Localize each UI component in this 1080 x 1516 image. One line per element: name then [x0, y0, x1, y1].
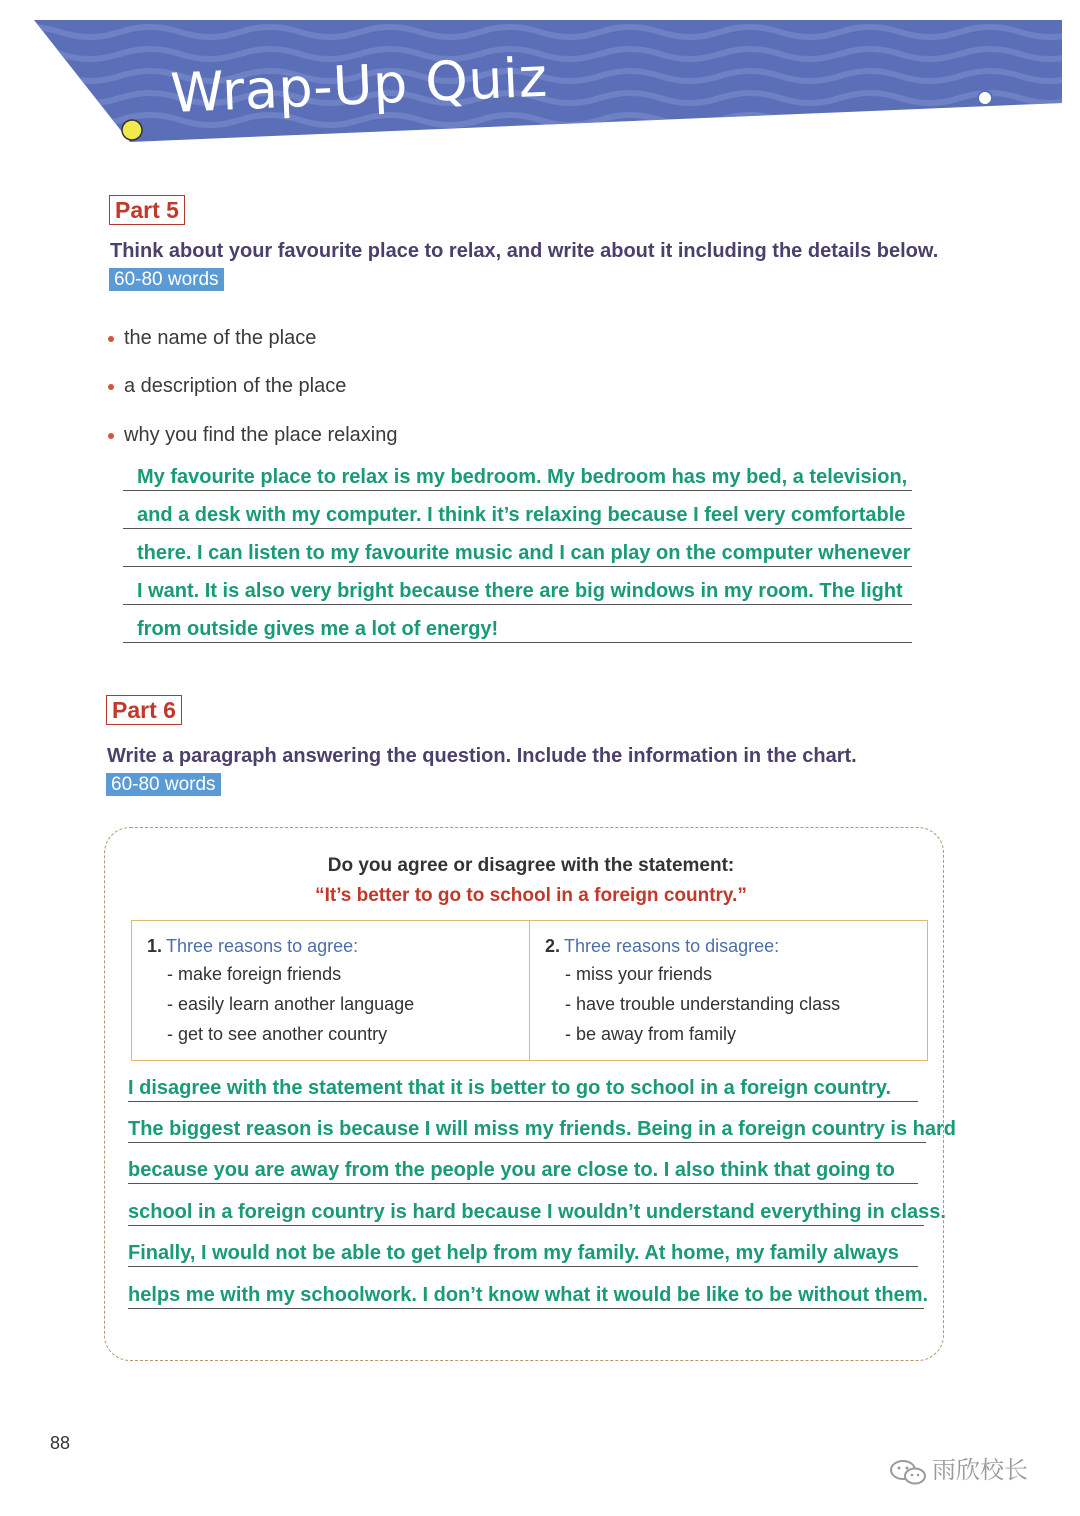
- part5-answer-line: and a desk with my computer. I think it’s relaxing because I feel very comfortable: [123, 502, 912, 529]
- bullet-dot-icon: [108, 384, 114, 390]
- disagree-heading: 2. Three reasons to disagree:: [545, 936, 780, 956]
- part6-answer-line: school in a foreign country is hard because I wouldn’t understand everything in class.: [128, 1199, 924, 1226]
- agree-column: [132, 921, 529, 1060]
- part5-bullet: the name of the place: [108, 327, 316, 350]
- page-number: 88: [50, 1433, 71, 1453]
- part6-answer-line: The biggest reason is because I will miss my friends. Being in a foreign country is hard: [128, 1116, 926, 1143]
- reasons-chart: [131, 920, 928, 1061]
- part5-answer-line: from outside gives me a lot of energy!: [123, 616, 912, 643]
- disagree-reason: - be away from family: [565, 1024, 737, 1044]
- part6-answer-line: I disagree with the statement that it is better to go to school in a foreign country.: [128, 1075, 918, 1102]
- part5-answer-line: there. I can listen to my favourite music and I can play on the computer whenever: [123, 540, 912, 567]
- disagree-reason: - have trouble understanding class: [565, 994, 841, 1014]
- part5-word-count-badge: 60-80 words: [109, 268, 224, 291]
- part6-answer-line: helps me with my schoolwork. I don’t know what it would be like to be without them.: [128, 1282, 924, 1309]
- yellow-dot-icon: [122, 120, 142, 140]
- agree-reason: - make foreign friends: [167, 964, 342, 984]
- part5-bullet: why you find the place relaxing: [108, 424, 398, 447]
- watermark: 雨欣校长: [888, 1450, 1028, 1487]
- part6-answer-line: because you are away from the people you are close to. I also think that going to: [128, 1157, 918, 1184]
- bullet-dot-icon: [108, 433, 114, 439]
- question-statement: “It’s better to go to school in a foreign country.”: [315, 885, 747, 906]
- bullet-dot-icon: [108, 336, 114, 342]
- part6-label: Part 6: [106, 695, 182, 725]
- part5-label: Part 5: [109, 195, 185, 225]
- agree-reason: - easily learn another language: [167, 994, 415, 1014]
- part5-instruction: Think about your favourite place to relax, and write about it including the details below.: [110, 240, 939, 262]
- agree-heading: 1. Three reasons to agree:: [147, 936, 359, 956]
- part6-word-count-badge: 60-80 words: [106, 773, 221, 796]
- part5-answer-line: My favourite place to relax is my bedroom. My bedroom has my bed, a television,: [123, 464, 912, 491]
- question-title: Do you agree or disagree with the statement:: [327, 855, 735, 876]
- part5-bullet: a description of the place: [108, 375, 346, 398]
- white-dot-icon: [978, 91, 992, 105]
- part5-answer-line: I want. It is also very bright because there are big windows in my room. The light: [123, 578, 912, 605]
- page-title: Wrap-Up Quiz: [169, 45, 549, 125]
- part6-instruction: Write a paragraph answering the question. Include the information in the chart.: [107, 745, 857, 767]
- disagree-reason: - miss your friends: [565, 964, 713, 984]
- wechat-icon: [888, 1457, 928, 1487]
- part6-answer-line: Finally, I would not be able to get help from my family. At home, my family always: [128, 1240, 918, 1267]
- disagree-column: [529, 921, 927, 1060]
- agree-reason: - get to see another country: [167, 1024, 388, 1044]
